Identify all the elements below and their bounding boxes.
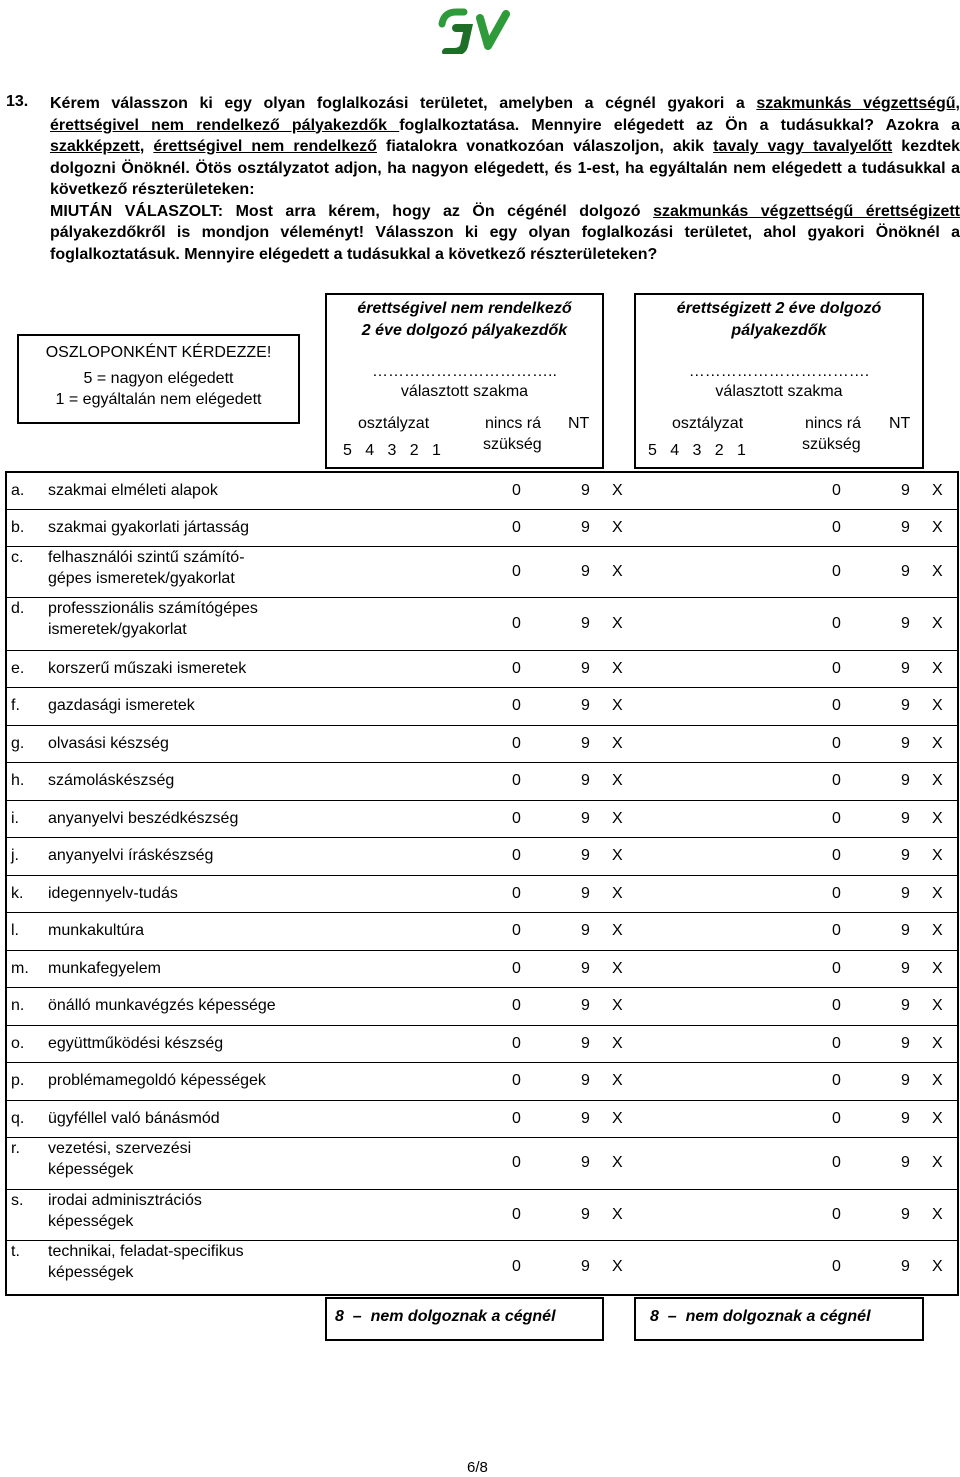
column-1-code-x[interactable]: X: [612, 1206, 623, 1223]
column-2-grade-label: osztályzat: [672, 415, 744, 432]
column-2-code-zero[interactable]: 0: [832, 1206, 841, 1223]
column-2-code-zero[interactable]: 0: [832, 615, 841, 632]
column-2-code-x[interactable]: X: [932, 810, 943, 827]
question-number: 13.: [6, 93, 29, 110]
row-letter: q.: [11, 1110, 25, 1127]
column-1-code-x[interactable]: X: [612, 997, 623, 1014]
column-1-code-nine[interactable]: 9: [581, 735, 590, 752]
column-1-code-x[interactable]: X: [612, 615, 623, 632]
row-label: szakmai elméleti alapok: [48, 482, 218, 499]
column-1-code-x[interactable]: X: [612, 482, 623, 499]
column-1-code-x[interactable]: X: [612, 885, 623, 902]
row-letter: d.: [11, 600, 25, 617]
column-1-code-zero[interactable]: 0: [512, 1258, 521, 1275]
column-1-code-zero[interactable]: 0: [512, 563, 521, 580]
row-label: korszerű műszaki ismeretek: [48, 660, 247, 677]
column-2-no-need-1: nincs rá: [805, 415, 862, 432]
question-text-part: pályakezdőkről is mondjon véleményt! Válasszon ki egy olyan foglalkozási területet, ahol gyakori Önöknél a foglalkoztatásuk. Mennyire elégedett a tudásukkal a következő részterületeken?: [50, 224, 960, 263]
column-1-code-x[interactable]: X: [612, 660, 623, 677]
column-1-no-need-1: nincs rá: [485, 415, 542, 432]
column-1-code-zero[interactable]: 0: [512, 735, 521, 752]
column-1-code-zero[interactable]: 0: [512, 697, 521, 714]
column-2-code-zero[interactable]: 0: [832, 697, 841, 714]
column-1-code-zero[interactable]: 0: [512, 885, 521, 902]
table-row: [6, 762, 958, 800]
question-text: [50, 93, 960, 265]
column-2-code-x[interactable]: X: [932, 922, 943, 939]
table-row: [6, 509, 958, 546]
column-2-code-zero[interactable]: 0: [832, 997, 841, 1014]
row-divider: [6, 546, 958, 547]
column-1-code-x[interactable]: X: [612, 960, 623, 977]
table-row: [6, 875, 958, 912]
table-row: [6, 546, 958, 597]
table-row: [6, 1100, 958, 1137]
row-label: ügyféllel való bánásmód: [48, 1110, 220, 1127]
row-letter: i.: [11, 810, 19, 827]
column-2-code-nine[interactable]: 9: [901, 735, 910, 752]
column-2-code-zero[interactable]: 0: [832, 482, 841, 499]
column-1-title-line-1: érettségivel nem rendelkező: [357, 300, 572, 317]
table-row: [6, 1062, 958, 1100]
question-text-underlined: tavaly vagy tavalyelőtt: [713, 138, 893, 155]
column-2-code-nine[interactable]: 9: [901, 615, 910, 632]
column-2-code-x[interactable]: X: [932, 697, 943, 714]
column-2-code-nine[interactable]: 9: [901, 1110, 910, 1127]
column-1-code-x[interactable]: X: [612, 847, 623, 864]
row-label: gazdasági ismeretek: [48, 697, 195, 714]
row-letter: p.: [11, 1072, 25, 1089]
column-2-code-nine[interactable]: 9: [901, 482, 910, 499]
column-2-code-nine[interactable]: 9: [901, 1206, 910, 1223]
column-1-grade-label: osztályzat: [358, 415, 430, 432]
row-letter: n.: [11, 997, 25, 1014]
table-row: [6, 1137, 958, 1189]
column-2-code-x[interactable]: X: [932, 847, 943, 864]
row-label: felhasználói szintű számító-: [48, 549, 245, 566]
table-row: [6, 1189, 958, 1240]
row-letter: m.: [11, 960, 29, 977]
column-2-scale: 5 4 3 2 1: [648, 442, 746, 459]
question-text-underlined: szakmunkás végzettségű érettségizett: [653, 202, 960, 220]
column-1-code-zero[interactable]: 0: [512, 1072, 521, 1089]
row-letter: t.: [11, 1243, 20, 1260]
column-1-code-nine[interactable]: 9: [581, 563, 590, 580]
table-row: [6, 1025, 958, 1062]
column-1-code-nine[interactable]: 9: [581, 997, 590, 1014]
column-2-code-zero[interactable]: 0: [832, 660, 841, 677]
question-text-underlined: szakképzett: [50, 138, 140, 155]
column-2-code-zero[interactable]: 0: [832, 1154, 841, 1171]
column-2-code-x[interactable]: X: [932, 1072, 943, 1089]
column-2-code-nine[interactable]: 9: [901, 697, 910, 714]
column-1-code-nine[interactable]: 9: [581, 1206, 590, 1223]
row-label-line-2: gépes ismeretek/gyakorlat: [48, 570, 235, 587]
row-label-line-2: ismeretek/gyakorlat: [48, 621, 187, 638]
table-row: [6, 650, 958, 687]
column-2-code-zero[interactable]: 0: [832, 1035, 841, 1052]
row-divider: [6, 509, 958, 510]
column-1-code-zero[interactable]: 0: [512, 810, 521, 827]
column-1-code-zero[interactable]: 0: [512, 482, 521, 499]
column-2-code-zero[interactable]: 0: [832, 810, 841, 827]
row-label: vezetési, szervezési: [48, 1140, 192, 1157]
question-text-underlined: érettségivel nem rendelkező: [153, 138, 377, 155]
column-1-code-nine[interactable]: 9: [581, 1154, 590, 1171]
column-2-code-nine[interactable]: 9: [901, 1154, 910, 1171]
column-2-code-x[interactable]: X: [932, 1035, 943, 1052]
column-1-code-zero[interactable]: 0: [512, 1206, 521, 1223]
question-text-part: foglalkoztatása. Mennyire elégedett az Ön a tudásukkal? Azokra a: [399, 116, 960, 134]
row-label: munkakultúra: [48, 922, 145, 939]
column-1-code-x[interactable]: X: [612, 563, 623, 580]
row-label: irodai adminisztrációs: [48, 1192, 202, 1209]
row-divider: [6, 800, 958, 801]
column-1-code-x[interactable]: X: [612, 810, 623, 827]
column-2-code-zero[interactable]: 0: [832, 922, 841, 939]
column-2-code-x[interactable]: X: [932, 1258, 943, 1275]
table-row: [6, 725, 958, 762]
column-1-code-nine[interactable]: 9: [581, 810, 590, 827]
column-2-no-need-2: szükség: [802, 436, 861, 453]
row-label: olvasási készség: [48, 735, 169, 752]
column-1-nt: NT: [568, 415, 590, 432]
row-letter: c.: [11, 549, 24, 566]
row-label: munkafegyelem: [48, 960, 161, 977]
row-divider: [6, 950, 958, 951]
row-label: anyanyelvi íráskészség: [48, 847, 214, 864]
column-1-code-nine[interactable]: 9: [581, 660, 590, 677]
column-2-code-x[interactable]: X: [932, 660, 943, 677]
row-label: technikai, feladat-specifikus: [48, 1243, 244, 1260]
row-divider: [6, 837, 958, 838]
column-2-code-nine[interactable]: 9: [901, 660, 910, 677]
table-row: [6, 597, 958, 650]
row-divider: [6, 597, 958, 598]
table-row: [6, 912, 958, 950]
row-divider: [6, 1240, 958, 1241]
row-label: számoláskészség: [48, 772, 175, 789]
column-2-code-x[interactable]: X: [932, 885, 943, 902]
column-1-code-nine[interactable]: 9: [581, 615, 590, 632]
column-1-code-zero[interactable]: 0: [512, 772, 521, 789]
row-label: anyanyelvi beszédkészség: [48, 810, 239, 827]
row-divider: [6, 650, 958, 651]
column-1-code-zero[interactable]: 0: [512, 519, 521, 536]
page-number: 6/8: [467, 1459, 488, 1476]
row-label-line-2: képességek: [48, 1213, 134, 1230]
column-2-title-line-1: érettségizett 2 éve dolgozó: [676, 300, 882, 317]
column-1-code-zero[interactable]: 0: [512, 960, 521, 977]
row-letter: r.: [11, 1140, 20, 1157]
column-1-code-x[interactable]: X: [612, 1035, 623, 1052]
column-2-code-x[interactable]: X: [932, 735, 943, 752]
column-1-code-zero[interactable]: 0: [512, 1035, 521, 1052]
column-1-title-line-2: 2 éve dolgozó pályakezdők: [361, 322, 568, 339]
column-2-code-zero[interactable]: 0: [832, 735, 841, 752]
column-1-code-nine[interactable]: 9: [581, 772, 590, 789]
table-row: [6, 687, 958, 725]
column-1-code-nine[interactable]: 9: [581, 847, 590, 864]
table-row: [6, 837, 958, 875]
column-1-dots: ……………………………..: [372, 363, 557, 380]
column-1-code-x[interactable]: X: [612, 922, 623, 939]
column-2-chosen-trade: választott szakma: [715, 383, 843, 400]
column-1-code-nine[interactable]: 9: [581, 885, 590, 902]
row-divider: [6, 1100, 958, 1101]
column-1-code-x[interactable]: X: [612, 1154, 623, 1171]
row-divider: [6, 725, 958, 726]
row-letter: j.: [11, 847, 19, 864]
row-divider: [6, 912, 958, 913]
column-1-code-nine[interactable]: 9: [581, 1110, 590, 1127]
company-logo-icon: [434, 6, 528, 54]
row-divider: [6, 987, 958, 988]
table-row: [6, 987, 958, 1025]
column-1-scale: 5 4 3 2 1: [343, 442, 441, 459]
column-1-code-zero[interactable]: 0: [512, 1154, 521, 1171]
row-label: együttműködési készség: [48, 1035, 224, 1052]
column-2-code-x[interactable]: X: [932, 1154, 943, 1171]
column-1-code-zero[interactable]: 0: [512, 615, 521, 632]
column-1-code-nine[interactable]: 9: [581, 960, 590, 977]
column-2-code-zero[interactable]: 0: [832, 1110, 841, 1127]
column-1-code-nine[interactable]: 9: [581, 1072, 590, 1089]
row-label: önálló munkavégzés képessége: [48, 997, 276, 1014]
column-2-code-nine[interactable]: 9: [901, 519, 910, 536]
column-1-code-nine[interactable]: 9: [581, 922, 590, 939]
row-letter: b.: [11, 519, 25, 536]
column-2-code-nine[interactable]: 9: [901, 563, 910, 580]
row-label-line-2: képességek: [48, 1264, 134, 1281]
column-1-code-zero[interactable]: 0: [512, 922, 521, 939]
column-2-code-nine[interactable]: 9: [901, 1035, 910, 1052]
column-2-code-zero[interactable]: 0: [832, 519, 841, 536]
row-divider: [6, 875, 958, 876]
instruction-line-2: 1 = egyáltalán nem elégedett: [55, 391, 262, 408]
instruction-line-1: 5 = nagyon elégedett: [83, 370, 234, 387]
column-2-code-nine[interactable]: 9: [901, 1072, 910, 1089]
question-text-part: ,: [139, 138, 154, 155]
column-2-code-x[interactable]: X: [932, 772, 943, 789]
column-1-code-nine[interactable]: 9: [581, 519, 590, 536]
column-1-code-nine[interactable]: 9: [581, 1258, 590, 1275]
question-text-part: Kérem válasszon ki egy olyan foglalkozási területet, amelyben a cégnél gyakori a: [50, 95, 757, 112]
row-label: problémamegoldó képességek: [48, 1072, 266, 1089]
column-2-code-x[interactable]: X: [932, 615, 943, 632]
column-2-code-zero[interactable]: 0: [832, 847, 841, 864]
row-letter: h.: [11, 772, 25, 789]
column-2-code-x[interactable]: X: [932, 1110, 943, 1127]
row-divider: [6, 1189, 958, 1190]
row-divider: [6, 762, 958, 763]
row-letter: s.: [11, 1192, 24, 1209]
column-1-code-x[interactable]: X: [612, 519, 623, 536]
column-1-code-x[interactable]: X: [612, 1110, 623, 1127]
row-letter: a.: [11, 482, 25, 499]
column-1-code-x[interactable]: X: [612, 772, 623, 789]
table-row: [6, 472, 958, 509]
column-2-code-zero[interactable]: 0: [832, 960, 841, 977]
column-2-code-zero[interactable]: 0: [832, 1072, 841, 1089]
column-1-code-zero[interactable]: 0: [512, 847, 521, 864]
column-1-code-zero[interactable]: 0: [512, 660, 521, 677]
column-2-footer-code[interactable]: 8 – nem dolgoznak a cégnél: [650, 1308, 871, 1325]
row-label: professzionális számítógépes: [48, 600, 258, 617]
question-text-part: MIUTÁN VÁLASZOLT: Most arra kérem, hogy az Ön cégénél dolgozó: [50, 202, 654, 220]
column-2-code-x[interactable]: X: [932, 563, 943, 580]
column-2-code-nine[interactable]: 9: [901, 810, 910, 827]
column-1-code-x[interactable]: X: [612, 1258, 623, 1275]
row-letter: l.: [11, 922, 19, 939]
row-letter: g.: [11, 735, 25, 752]
column-1-no-need-2: szükség: [483, 436, 542, 453]
column-2-code-zero[interactable]: 0: [832, 1258, 841, 1275]
column-1-code-x[interactable]: X: [612, 1072, 623, 1089]
column-1-code-nine[interactable]: 9: [581, 1035, 590, 1052]
column-1-chosen-trade: választott szakma: [400, 383, 529, 400]
column-1-code-nine[interactable]: 9: [581, 482, 590, 499]
column-2-code-nine[interactable]: 9: [901, 772, 910, 789]
column-2-code-zero[interactable]: 0: [832, 885, 841, 902]
column-2-code-nine[interactable]: 9: [901, 847, 910, 864]
column-1-code-x[interactable]: X: [612, 697, 623, 714]
column-2-code-x[interactable]: X: [932, 519, 943, 536]
column-1-code-x[interactable]: X: [612, 735, 623, 752]
column-2-code-nine[interactable]: 9: [901, 1258, 910, 1275]
column-1-footer-code[interactable]: 8 – nem dolgoznak a cégnél: [335, 1308, 556, 1325]
row-letter: k.: [11, 885, 24, 902]
column-2-code-zero[interactable]: 0: [832, 772, 841, 789]
column-2-code-zero[interactable]: 0: [832, 563, 841, 580]
row-letter: f.: [11, 697, 20, 714]
row-letter: o.: [11, 1035, 25, 1052]
question-text-part: kezdtek dolgozni Önöknél. Ötös osztályzatot adjon, ha nagyon elégedett, és 1-est, ha egyáltalán nem elégedett a tudásukkal a következő részterületeken:: [50, 138, 960, 198]
table-row: [6, 800, 958, 837]
row-divider: [6, 1137, 958, 1138]
column-2-code-nine[interactable]: 9: [901, 997, 910, 1014]
row-label: idegennyelv-tudás: [48, 885, 178, 902]
question-text-underlined: szakmunkás végzettségű, érettségivel nem rendelkező pályakezdők: [50, 95, 960, 134]
table-row: [6, 950, 958, 987]
column-2-code-nine[interactable]: 9: [901, 922, 910, 939]
row-label: szakmai gyakorlati jártasság: [48, 519, 249, 536]
row-label-line-2: képességek: [48, 1161, 134, 1178]
column-1-code-nine[interactable]: 9: [581, 697, 590, 714]
column-2-title-line-2: pályakezdők: [731, 322, 827, 339]
column-1-code-zero[interactable]: 0: [512, 1110, 521, 1127]
column-2-nt: NT: [889, 415, 911, 432]
column-2-code-x[interactable]: X: [932, 1206, 943, 1223]
column-2-code-nine[interactable]: 9: [901, 960, 910, 977]
column-1-code-zero[interactable]: 0: [512, 997, 521, 1014]
column-2-code-x[interactable]: X: [932, 482, 943, 499]
row-divider: [6, 1025, 958, 1026]
instruction-title: OSZLOPONKÉNT KÉRDEZZE!: [45, 344, 272, 361]
column-2-code-x[interactable]: X: [932, 997, 943, 1014]
column-2-dots: …………………………….: [688, 363, 870, 380]
column-2-code-x[interactable]: X: [932, 960, 943, 977]
column-2-code-nine[interactable]: 9: [901, 885, 910, 902]
row-divider: [6, 1062, 958, 1063]
row-divider: [6, 687, 958, 688]
question-text-part: fiatalokra vonatkozóan válaszoljon, akik: [376, 138, 714, 155]
row-letter: e.: [11, 660, 25, 677]
table-row: [6, 1240, 958, 1294]
